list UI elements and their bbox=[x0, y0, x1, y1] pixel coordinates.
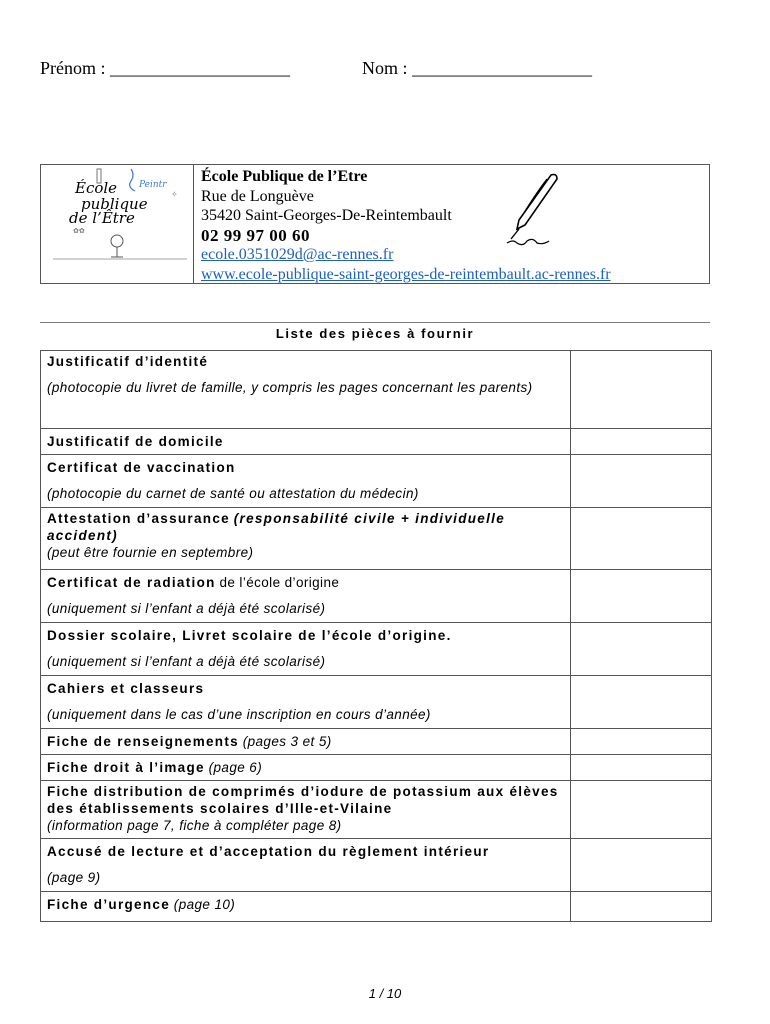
document-cell bbox=[41, 623, 571, 676]
name-fields bbox=[40, 58, 720, 82]
table-row bbox=[41, 755, 712, 781]
document-title: Cahiers et classeurs bbox=[47, 681, 205, 696]
document-note: (page 9) bbox=[47, 870, 101, 885]
document-cell bbox=[41, 351, 571, 429]
checkbox-cell[interactable] bbox=[571, 755, 712, 781]
table-row bbox=[41, 570, 712, 623]
document-cell bbox=[41, 729, 571, 755]
checkbox-cell[interactable] bbox=[571, 839, 712, 892]
school-city: 35420 Saint-Georges-De-Reintembault bbox=[201, 207, 452, 224]
prenom-field[interactable]: Prénom : ____________________ bbox=[40, 58, 290, 78]
school-logo-icon bbox=[51, 165, 191, 277]
document-note: (photocopie du livret de famille, y compris les pages concernant les parents) bbox=[47, 380, 533, 395]
table-row bbox=[41, 623, 712, 676]
document-cell bbox=[41, 570, 571, 623]
svg-text:✧: ✧ bbox=[171, 190, 178, 199]
table-row bbox=[41, 781, 712, 839]
checkbox-cell[interactable] bbox=[571, 508, 712, 570]
svg-text:Peintr: Peintr bbox=[139, 180, 167, 190]
document-title: Certificat de vaccination bbox=[47, 460, 236, 475]
school-phone: 02 99 97 00 60 bbox=[201, 225, 310, 245]
document-inline-note: (page 6) bbox=[208, 760, 263, 775]
checkbox-cell[interactable] bbox=[571, 892, 712, 922]
list-title: Liste des pièces à fournir bbox=[275, 326, 475, 341]
school-street: Rue de Longuève bbox=[201, 187, 314, 205]
document-note: (uniquement si l’enfant a déjà été scolarisé) bbox=[47, 601, 326, 616]
document-cell bbox=[41, 455, 571, 508]
document-title: Fiche droit à l’image bbox=[47, 760, 205, 775]
table-row bbox=[41, 839, 712, 892]
svg-text:de l’Être: de l’Être bbox=[69, 209, 135, 227]
table-row bbox=[41, 508, 712, 570]
checkbox-cell[interactable] bbox=[571, 351, 712, 429]
document-note: (uniquement si l’enfant a déjà été scolarisé) bbox=[47, 654, 326, 669]
document-title: Accusé de lecture et d’acceptation du règlement intérieur bbox=[47, 844, 490, 859]
checkbox-cell[interactable] bbox=[571, 676, 712, 729]
checkbox-cell[interactable] bbox=[571, 623, 712, 676]
school-logo bbox=[41, 165, 194, 283]
school-contact bbox=[201, 167, 706, 284]
document-cell bbox=[41, 676, 571, 729]
documents-table bbox=[40, 350, 712, 922]
document-cell bbox=[41, 755, 571, 781]
document-title: Fiche d’urgence bbox=[47, 897, 171, 912]
document-cell bbox=[41, 508, 571, 570]
school-header bbox=[40, 164, 710, 284]
document-title: Fiche distribution de comprimés d’iodure de potassium aux élèves des établissements scolaires d’Ille-et-Vilaine bbox=[47, 784, 559, 816]
document-title: Attestation d’assurance bbox=[47, 511, 230, 526]
document-cell bbox=[41, 892, 571, 922]
school-name: École Publique de l’Etre bbox=[201, 168, 368, 185]
pen-icon bbox=[501, 169, 561, 247]
svg-text:publique: publique bbox=[81, 195, 148, 213]
document-title: Certificat de radiation bbox=[47, 575, 216, 590]
checkbox-cell[interactable] bbox=[571, 781, 712, 839]
table-row bbox=[41, 676, 712, 729]
svg-text:École: École bbox=[75, 179, 118, 197]
table-row bbox=[41, 892, 712, 922]
document-title: Dossier scolaire, Livret scolaire de l’école d’origine. bbox=[47, 628, 452, 643]
document-note: (peut être fournie en septembre) bbox=[47, 545, 254, 560]
document-inline-note: (page 10) bbox=[173, 897, 236, 912]
table-row bbox=[41, 455, 712, 508]
school-email-link[interactable]: ecole.0351029d@ac-rennes.fr bbox=[201, 246, 394, 263]
svg-text:✿✿: ✿✿ bbox=[73, 227, 85, 235]
checkbox-cell[interactable] bbox=[571, 429, 712, 455]
document-cell bbox=[41, 839, 571, 892]
checkbox-cell[interactable] bbox=[571, 570, 712, 623]
document-title: Justificatif d’identité bbox=[47, 354, 209, 369]
table-row bbox=[41, 429, 712, 455]
document-cell bbox=[41, 429, 571, 455]
table-row bbox=[41, 351, 712, 429]
document-title: Justificatif de domicile bbox=[47, 434, 224, 449]
checkbox-cell[interactable] bbox=[571, 455, 712, 508]
document-title-suffix: de l’école d’origine bbox=[219, 575, 340, 590]
nom-field[interactable]: Nom : ____________________ bbox=[362, 58, 593, 78]
document-note: (photocopie du carnet de santé ou attestation du médecin) bbox=[47, 486, 419, 501]
document-inline-note: (pages 3 et 5) bbox=[242, 734, 332, 749]
document-title-extra: (responsabilité civile + individuelle accident) bbox=[47, 511, 506, 543]
school-website-link[interactable]: www.ecole-publique-saint-georges-de-reintembault.ac-rennes.fr bbox=[201, 265, 611, 283]
document-cell bbox=[41, 781, 571, 839]
document-note: (information page 7, fiche à compléter page 8) bbox=[47, 818, 342, 833]
checkbox-cell[interactable] bbox=[571, 729, 712, 755]
document-title: Fiche de renseignements bbox=[47, 734, 239, 749]
document-note: (uniquement dans le cas d’une inscription en cours d’année) bbox=[47, 707, 431, 722]
page-number: 1 / 10 bbox=[368, 986, 402, 1001]
table-row bbox=[41, 729, 712, 755]
section-divider bbox=[40, 322, 710, 323]
